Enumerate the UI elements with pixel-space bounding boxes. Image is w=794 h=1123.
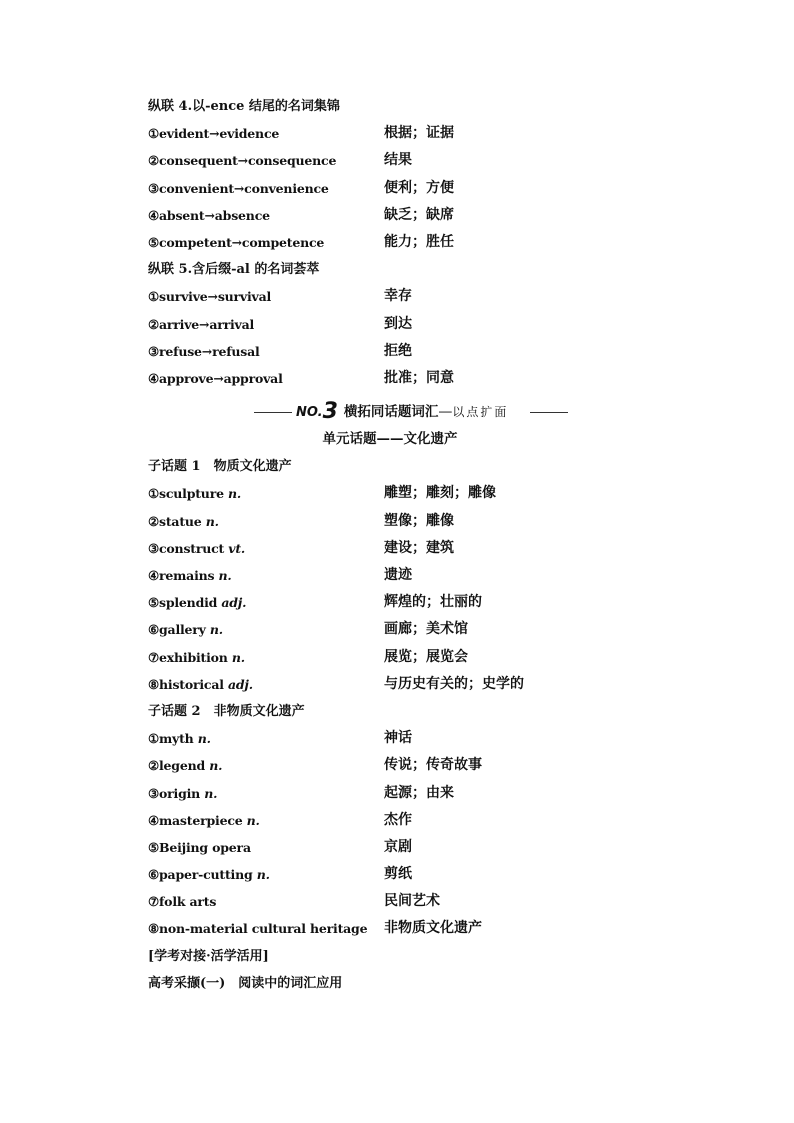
section4-list: [148, 120, 648, 256]
list-item: [148, 915, 648, 942]
word-pair: ②consequent→consequence: [148, 153, 337, 169]
list-item: [148, 147, 648, 174]
meaning: 能力；胜任: [384, 233, 454, 250]
meaning: 杰作: [384, 811, 412, 828]
section4-heading: 纵联 4.以-ence 结尾的名词集锦: [148, 99, 340, 114]
list-item: [148, 752, 648, 779]
list-item: [148, 888, 648, 915]
list-item: [148, 365, 648, 392]
list-item: [148, 589, 648, 616]
list-item: [148, 535, 648, 562]
meaning: 辉煌的；壮丽的: [384, 594, 482, 611]
banner-right-rule: [530, 412, 568, 413]
meaning: 缺乏；缺席: [384, 206, 454, 223]
meaning: 结果: [384, 152, 412, 169]
part-of-speech: vt.: [228, 540, 246, 556]
banner-dash: —: [438, 404, 453, 421]
meaning: 拒绝: [384, 342, 412, 359]
word-pair: ③refuse→refusal: [148, 343, 260, 359]
meaning: 起源；由来: [384, 784, 454, 801]
document-page: [148, 93, 648, 997]
section-banner: [148, 398, 648, 426]
banner-main-title: 横拓同话题词汇: [343, 404, 439, 421]
meaning: 传说；传奇故事: [384, 757, 482, 774]
banner-subtitle: 以点扩面: [452, 405, 509, 420]
list-item: [148, 508, 648, 535]
list-item: [148, 311, 648, 338]
banner-text: [296, 398, 508, 427]
vocab-word: ⑤splendid adj.: [148, 595, 247, 611]
vocab-word: ③origin n.: [148, 785, 218, 801]
list-item: [148, 480, 648, 507]
meaning: 神话: [384, 730, 412, 747]
list-item: [148, 834, 648, 861]
vocab-word: ④remains n.: [148, 568, 232, 583]
word-pair: ④approve→approval: [148, 370, 283, 386]
subtopic1-heading: 子话题 1 物质文化遗产: [148, 459, 292, 475]
meaning: 与历史有关的；史学的: [384, 675, 524, 692]
meaning: 到达: [384, 315, 412, 332]
list-item: [148, 671, 648, 698]
word-pair: ④absent→absence: [148, 207, 270, 223]
part-of-speech: adj.: [221, 595, 247, 611]
vocab-word: ③construct vt.: [148, 540, 246, 556]
list-item: [148, 861, 648, 888]
unit-topic-title: 单元话题——文化遗产: [322, 431, 458, 448]
banner-left-rule: [254, 412, 292, 413]
vocab-word: ②statue n.: [148, 513, 219, 529]
section5-heading: 纵联 5.含后缀-al 的名词荟萃: [148, 262, 320, 278]
list-item: [148, 780, 648, 807]
list-item: [148, 807, 648, 834]
vocab-word: ②legend n.: [148, 758, 223, 774]
part-of-speech: n.: [246, 812, 260, 828]
subtopic2-list: [148, 725, 648, 943]
vocab-word: ⑧historical adj.: [148, 676, 253, 692]
meaning: 京剧: [384, 838, 412, 855]
meaning: 批准；同意: [384, 369, 454, 386]
word-pair: ②arrive→arrival: [148, 316, 255, 332]
part-of-speech: n.: [204, 785, 218, 801]
vocab-word: ⑧non-material cultural heritage: [148, 921, 368, 937]
vocab-word: ⑥paper-cutting n.: [148, 867, 270, 883]
banner-no-label: NO.: [296, 405, 323, 421]
word-pair: ①survive→survival: [148, 289, 272, 305]
meaning: 展览；展览会: [384, 648, 468, 665]
part-of-speech: adj.: [227, 676, 253, 692]
list-item: [148, 229, 648, 256]
meaning: 塑像；雕像: [384, 512, 454, 529]
meaning: 根据；证据: [384, 125, 454, 142]
part-of-speech: n.: [209, 622, 223, 638]
part-of-speech: n.: [228, 486, 242, 502]
meaning: 雕塑；雕刻；雕像: [384, 485, 496, 502]
part-of-speech: n.: [205, 513, 219, 529]
list-item: [148, 725, 648, 752]
meaning: 民间艺术: [384, 893, 440, 910]
section5-list: [148, 283, 648, 392]
meaning: 遗迹: [384, 567, 412, 583]
vocab-word: ⑥gallery n.: [148, 622, 223, 638]
list-item: [148, 644, 648, 671]
vocab-word: ⑦folk arts: [148, 894, 217, 910]
meaning: 建设；建筑: [384, 539, 454, 556]
meaning: 非物质文化遗产: [384, 920, 482, 937]
subtopic1-list: [148, 480, 648, 698]
part-of-speech: n.: [218, 568, 232, 583]
exam-heading: 高考采撷(一) 阅读中的词汇应用: [148, 975, 343, 991]
meaning: 便利；方便: [384, 179, 454, 196]
list-item: [148, 283, 648, 310]
vocab-word: ④masterpiece n.: [148, 812, 260, 828]
meaning: 画廊；美术馆: [384, 621, 468, 638]
vocab-word: ①sculpture n.: [148, 486, 242, 502]
banner-number: 3: [322, 399, 338, 425]
word-pair: ⑤competent→competence: [148, 234, 325, 250]
word-pair: ①evident→evidence: [148, 126, 280, 142]
list-item: [148, 202, 648, 229]
list-item: [148, 338, 648, 365]
vocab-word: ⑦exhibition n.: [148, 649, 245, 665]
list-item: [148, 616, 648, 643]
subtopic2-heading: 子话题 2 非物质文化遗产: [148, 703, 305, 719]
part-of-speech: n.: [197, 731, 211, 747]
vocab-word: ①myth n.: [148, 731, 211, 747]
meaning: 剪纸: [384, 866, 412, 883]
part-of-speech: n.: [256, 867, 270, 883]
practice-heading: [学考对接·活学活用]: [148, 948, 269, 964]
list-item: [148, 120, 648, 147]
word-pair: ③convenient→convenience: [148, 180, 329, 196]
vocab-word: ⑤Beijing opera: [148, 839, 251, 855]
meaning: 幸存: [384, 288, 412, 305]
list-item: [148, 175, 648, 202]
part-of-speech: n.: [231, 649, 245, 665]
list-item: [148, 562, 648, 589]
part-of-speech: n.: [209, 758, 223, 774]
